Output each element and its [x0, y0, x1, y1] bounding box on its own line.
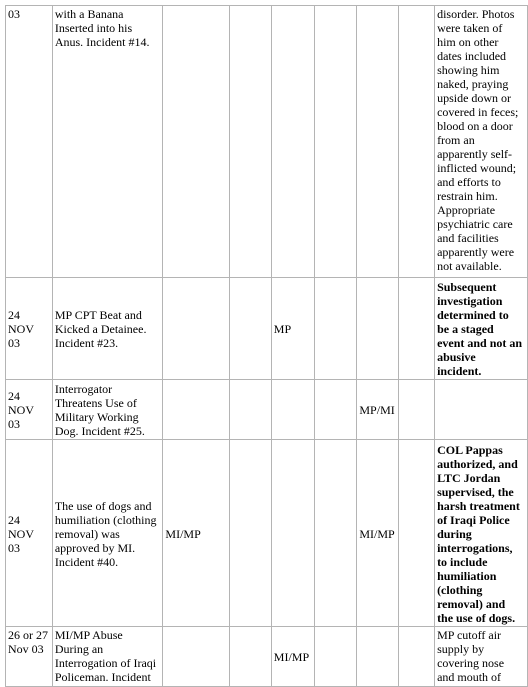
date-cell: 26 or 27 Nov 03	[6, 627, 53, 687]
col-2-cell	[230, 6, 272, 278]
col-4-cell	[314, 627, 357, 687]
col-6-cell	[399, 278, 435, 380]
col-6-cell	[399, 380, 435, 440]
col-6-cell	[399, 6, 435, 278]
col-2-cell	[230, 380, 272, 440]
col-2-cell	[230, 278, 272, 380]
date-cell: 24 NOV 03	[6, 380, 53, 440]
incident-cell: with a Banana Inserted into his Anus. Incident #14.	[52, 6, 163, 278]
notes-cell: Subsequent investigation determined to be a staged event and not an abusive incident.	[435, 278, 528, 380]
col-1-cell	[163, 380, 230, 440]
table-row	[6, 6, 528, 278]
col-5-cell	[357, 627, 399, 687]
table-row	[6, 380, 528, 440]
col-6-cell	[399, 440, 435, 627]
col-1-cell	[163, 627, 230, 687]
col-2-cell	[230, 627, 272, 687]
incident-cell: The use of dogs and humiliation (clothing removal) was approved by MI. Incident #40.	[52, 440, 163, 627]
col-3-cell	[271, 380, 314, 440]
col-3-cell: MI/MP	[271, 627, 314, 687]
col-3-cell	[271, 6, 314, 278]
incident-table	[5, 5, 528, 687]
incident-cell: MP CPT Beat and Kicked a Detainee. Incident #23.	[52, 278, 163, 380]
table-row	[6, 440, 528, 627]
table-row	[6, 627, 528, 687]
col-1-cell: MI/MP	[163, 440, 230, 627]
col-5-cell: MI/MP	[357, 440, 399, 627]
col-4-cell	[314, 380, 357, 440]
notes-cell: disorder. Photos were taken of him on other dates included showing him naked, praying upside down or covered in feces; blood on a door from an apparently self- inflicted wound; and efforts to restrain him. Appropriate psychiatric care and facilities apparently were not available.	[435, 6, 528, 278]
col-5-cell	[357, 278, 399, 380]
date-cell: 03	[6, 6, 53, 278]
col-3-cell: MP	[271, 278, 314, 380]
notes-cell: COL Pappas authorized, and LTC Jordan supervised, the harsh treatment of Iraqi Police during interrogations, to include humiliation (clothing removal) and the use of dogs.	[435, 440, 528, 627]
col-1-cell	[163, 278, 230, 380]
notes-cell	[435, 380, 528, 440]
table-row	[6, 278, 528, 380]
col-3-cell	[271, 440, 314, 627]
incident-cell: MI/MP Abuse During an Interrogation of Iraqi Policeman. Incident	[52, 627, 163, 687]
col-6-cell	[399, 627, 435, 687]
col-2-cell	[230, 440, 272, 627]
notes-cell: MP cutoff air supply by covering nose and mouth of	[435, 627, 528, 687]
col-5-cell	[357, 6, 399, 278]
col-5-cell: MP/MI	[357, 380, 399, 440]
date-cell: 24 NOV 03	[6, 278, 53, 380]
date-cell: 24 NOV 03	[6, 440, 53, 627]
col-4-cell	[314, 6, 357, 278]
col-4-cell	[314, 278, 357, 380]
incident-cell: Interrogator Threatens Use of Military Working Dog. Incident #25.	[52, 380, 163, 440]
col-4-cell	[314, 440, 357, 627]
col-1-cell	[163, 6, 230, 278]
